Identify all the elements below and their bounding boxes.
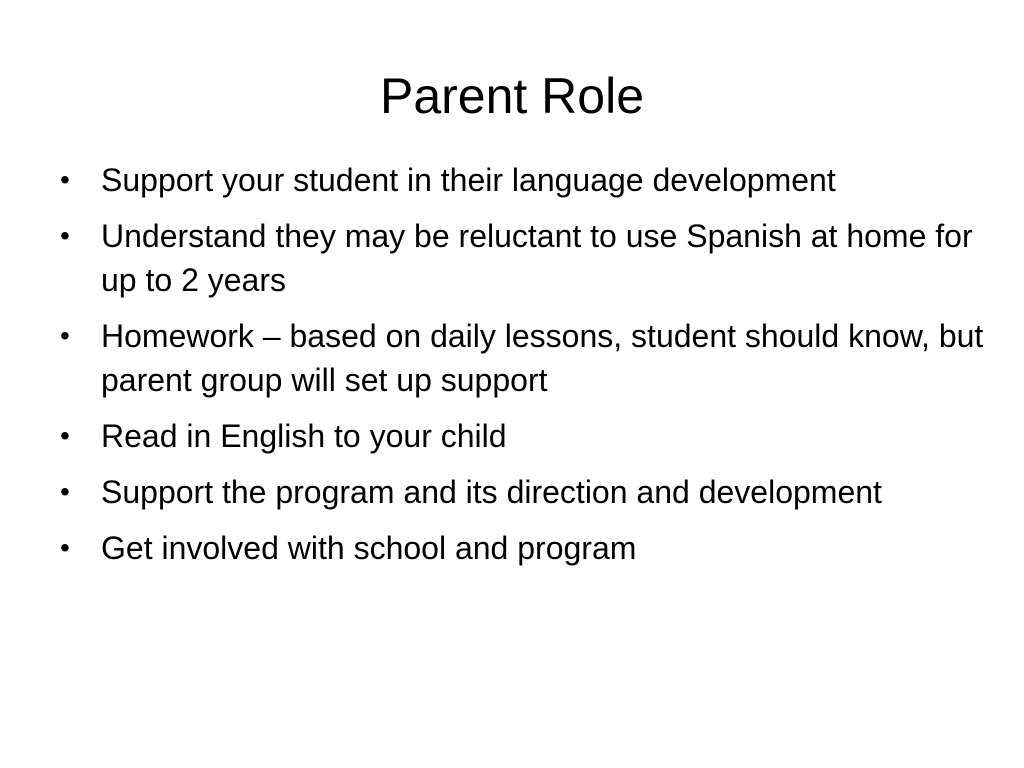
bullet-item-6 (56, 526, 986, 570)
bullet-dot-icon: • (60, 476, 70, 507)
bullet-dot-icon: • (60, 420, 70, 451)
bullet-text: Support your student in their language development (101, 162, 836, 198)
bullet-text: Understand they may be reluctant to use Spanish at home for up to 2 years (101, 218, 973, 298)
bullet-text: Support the program and its direction and development (101, 474, 882, 510)
bullet-item-2 (56, 214, 986, 302)
bullet-text: Read in English to your child (101, 418, 507, 454)
bullet-text: Homework – based on daily lessons, student should know, but parent group will set up support (101, 318, 984, 398)
bullet-dot-icon: • (60, 532, 70, 563)
bullet-dot-icon: • (60, 164, 70, 195)
bullet-item-4 (56, 414, 986, 458)
bullet-dot-icon: • (60, 320, 70, 351)
bullet-item-1 (56, 158, 986, 202)
bullet-text: Get involved with school and program (101, 530, 637, 566)
bullet-item-5 (56, 470, 986, 514)
bullet-item-3 (56, 314, 986, 402)
bullet-dot-icon: • (60, 220, 70, 251)
bullet-list (56, 158, 986, 582)
slide-title: Parent Role (379, 68, 645, 124)
